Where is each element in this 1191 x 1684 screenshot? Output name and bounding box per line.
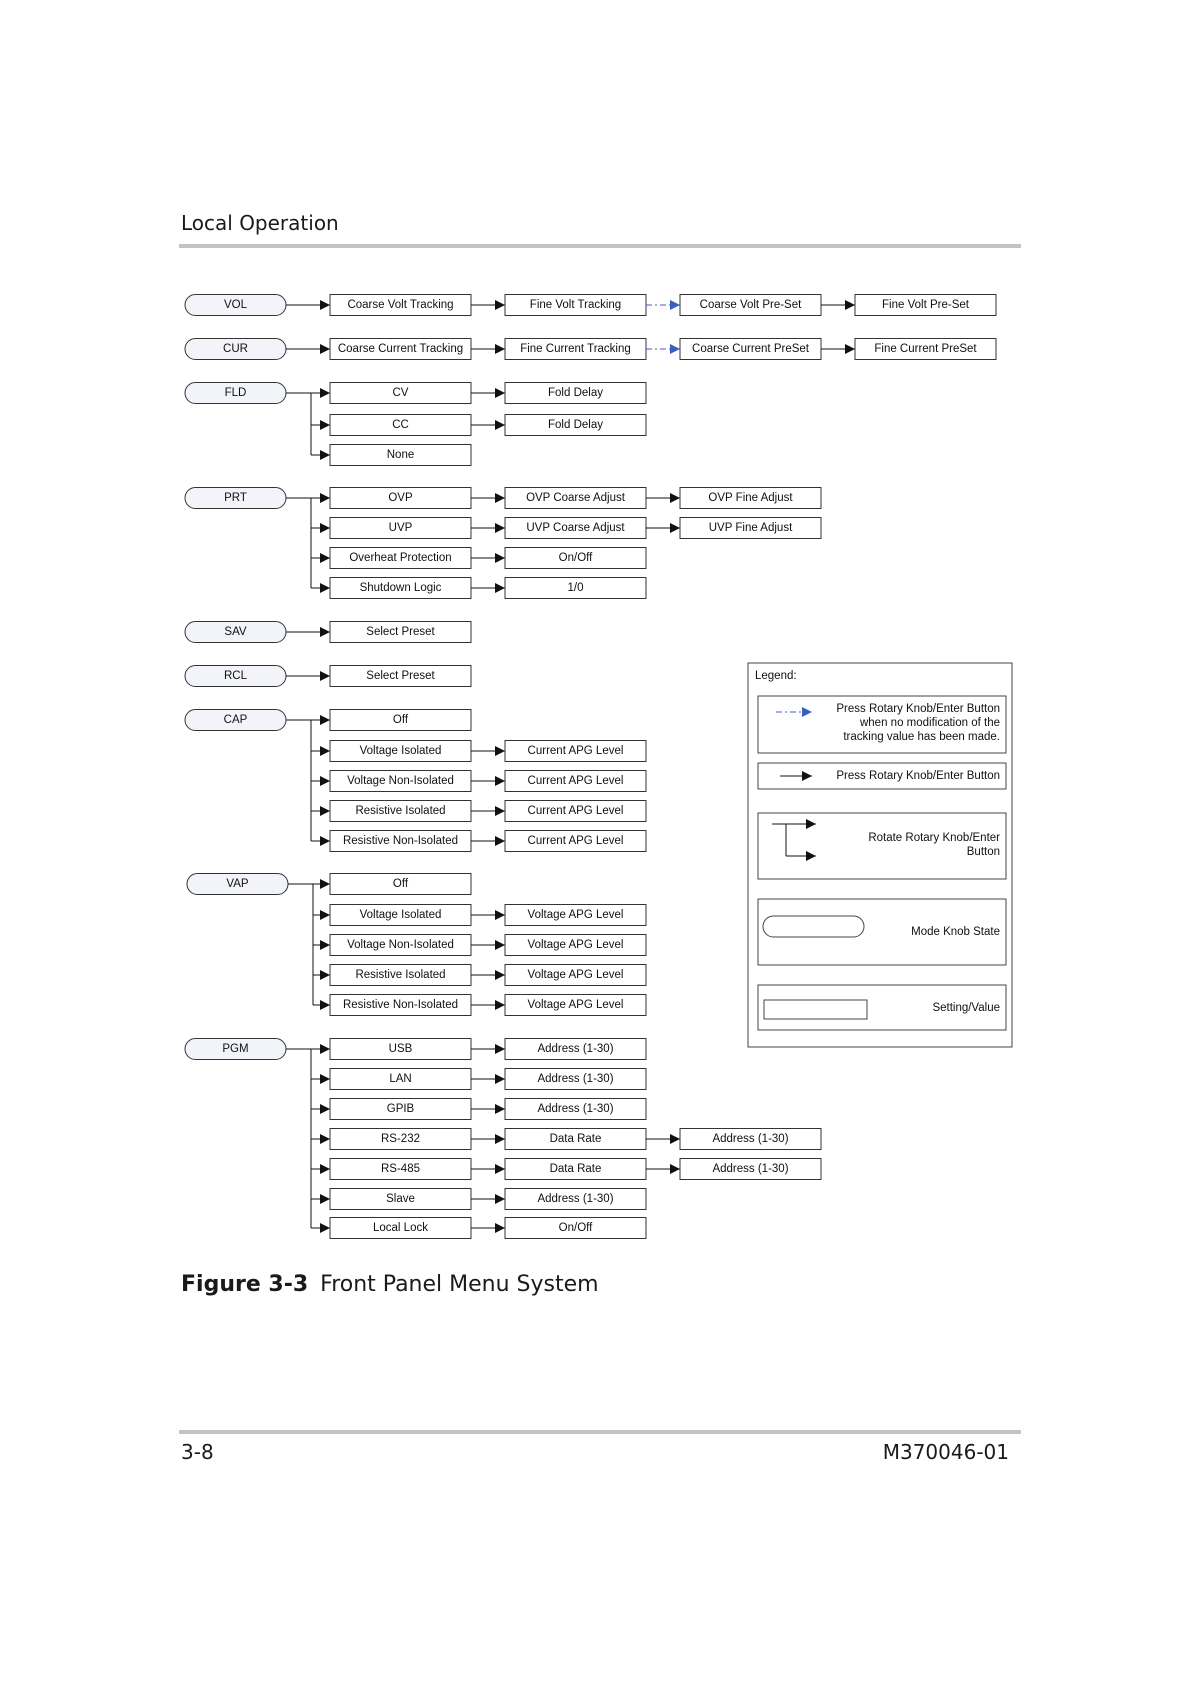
setting-label: Resistive Isolated [355, 805, 446, 817]
menu-prt [185, 488, 821, 599]
setting-label: Coarse Current PreSet [692, 343, 809, 355]
legend-dashed-text: tracking value has been made. [843, 731, 1000, 743]
mode-label: FLD [224, 387, 247, 399]
mode-label: RCL [223, 670, 248, 682]
setting-label: Fold Delay [548, 387, 603, 399]
setting-label: USB [388, 1043, 413, 1055]
setting-label: UVP Coarse Adjust [526, 522, 625, 534]
setting-label: On/Off [558, 552, 593, 564]
setting-label: Fine Volt Tracking [529, 299, 622, 311]
legend-dashed-text: Press Rotary Knob/Enter Button [836, 703, 1000, 715]
menu-rcl [185, 666, 471, 687]
setting-label: Shutdown Logic [359, 582, 442, 594]
setting-label: Voltage APG Level [527, 939, 624, 951]
setting-label: Coarse Current Tracking [337, 343, 464, 355]
menu-cap [185, 710, 646, 852]
setting-label: Off [392, 714, 409, 726]
setting-label: RS-232 [381, 1133, 420, 1145]
setting-label: Voltage APG Level [527, 909, 624, 921]
setting-label: Current APG Level [527, 745, 624, 757]
menu-pgm [185, 1039, 821, 1239]
mode-label: CAP [223, 714, 248, 726]
setting-label: Voltage APG Level [527, 999, 624, 1011]
setting-label: Fold Delay [548, 419, 603, 431]
setting-label: CV [392, 387, 409, 399]
setting-label: Address (1-30) [537, 1103, 614, 1115]
setting-label: Overheat Protection [349, 552, 452, 564]
setting-label: 1/0 [567, 582, 584, 594]
menu-vol [185, 295, 996, 316]
footer-rule [179, 1430, 1021, 1434]
setting-label: Off [392, 878, 409, 890]
menu-sav [185, 622, 471, 643]
setting-label: Address (1-30) [537, 1073, 614, 1085]
legend [748, 663, 1012, 1047]
setting-label: Fine Current Tracking [520, 343, 631, 355]
page-header-title: Local Operation [181, 211, 339, 235]
setting-label: Voltage Isolated [359, 909, 442, 921]
legend-setting-box-icon [764, 1000, 867, 1019]
setting-label: Address (1-30) [712, 1163, 789, 1175]
setting-label: Slave [386, 1193, 415, 1205]
setting-label: Current APG Level [527, 775, 624, 787]
legend-mode-text: Mode Knob State [911, 926, 1000, 938]
setting-label: RS-485 [381, 1163, 420, 1175]
legend-setting-text: Setting/Value [932, 1002, 1000, 1014]
setting-label: Fine Volt Pre-Set [882, 299, 969, 311]
mode-label: VOL [223, 299, 248, 311]
mode-label: CUR [223, 343, 248, 355]
setting-label: Select Preset [366, 626, 435, 638]
setting-label: Coarse Volt Tracking [347, 299, 454, 311]
setting-label: Resistive Non-Isolated [342, 999, 459, 1011]
setting-label: Address (1-30) [712, 1133, 789, 1145]
setting-label: OVP [388, 492, 413, 504]
setting-label: OVP Coarse Adjust [526, 492, 625, 504]
legend-title: Legend: [755, 670, 797, 682]
setting-label: LAN [389, 1073, 412, 1085]
legend-dashed-text: when no modification of the [859, 717, 1000, 729]
setting-label: Voltage Non-Isolated [347, 939, 454, 951]
figure-title: Front Panel Menu System [320, 1272, 599, 1297]
document-id: M370046-01 [882, 1440, 1009, 1464]
setting-label: Current APG Level [527, 805, 624, 817]
setting-label: Address (1-30) [537, 1043, 614, 1055]
setting-label: Coarse Volt Pre-Set [699, 299, 802, 311]
setting-label: Resistive Isolated [355, 969, 446, 981]
mode-label: PRT [224, 492, 247, 504]
setting-label: Data Rate [549, 1163, 602, 1175]
setting-label: On/Off [558, 1222, 593, 1234]
setting-label: UVP [388, 522, 413, 534]
setting-label: UVP Fine Adjust [708, 522, 793, 534]
menu-vap [187, 874, 646, 1016]
legend-mode-pill-icon [763, 916, 864, 937]
setting-label: Resistive Non-Isolated [342, 835, 459, 847]
menu-cur [185, 339, 996, 360]
figure-caption [181, 1272, 599, 1297]
setting-label: Local Lock [373, 1222, 428, 1234]
mode-label: VAP [226, 878, 249, 890]
setting-label: Voltage APG Level [527, 969, 624, 981]
setting-label: Current APG Level [527, 835, 624, 847]
setting-label: Voltage Non-Isolated [347, 775, 454, 787]
mode-label: SAV [224, 626, 247, 638]
setting-label: Address (1-30) [537, 1193, 614, 1205]
figure-number: Figure 3-3 [181, 1272, 309, 1297]
legend-branch-text: Rotate Rotary Knob/Enter [868, 832, 1000, 844]
setting-label: Voltage Isolated [359, 745, 442, 757]
setting-label: None [386, 449, 415, 461]
menu-fld [185, 383, 646, 466]
setting-label: OVP Fine Adjust [708, 492, 793, 504]
setting-label: GPIB [386, 1103, 415, 1115]
setting-label: Select Preset [366, 670, 435, 682]
legend-solid-text: Press Rotary Knob/Enter Button [836, 770, 1000, 782]
setting-label: CC [392, 419, 409, 431]
mode-label: PGM [222, 1043, 249, 1055]
legend-branch-text: Button [966, 846, 1000, 858]
setting-label: Fine Current PreSet [874, 343, 977, 355]
page-number: 3-8 [181, 1440, 214, 1464]
setting-label: Data Rate [549, 1133, 602, 1145]
